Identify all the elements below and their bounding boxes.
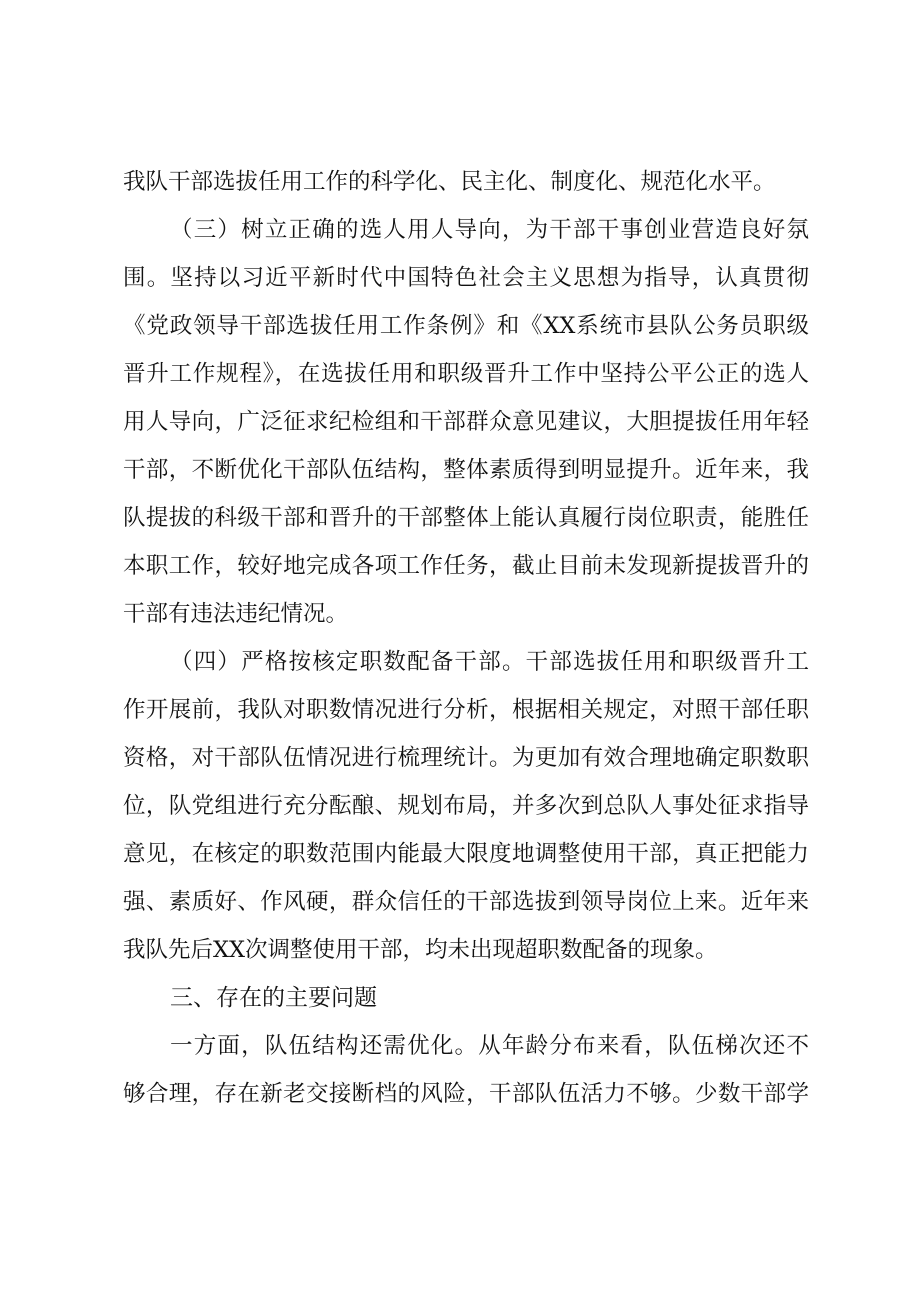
paragraph-line: 一方面，队伍结构还需优化。从年龄分布来看，队伍梯次还不 <box>170 1033 809 1059</box>
paragraph-line: 用人导向，广泛征求纪检组和干部群众意见建议，大胆提拔任用年轻 <box>123 409 809 435</box>
paragraph-line: 位，队党组进行充分酝酿、规划布局，并多次到总队人事处征求指导 <box>123 793 809 819</box>
paragraph-line: 围。坚持以习近平新时代中国特色社会主义思想为指导，认真贯彻 <box>123 265 809 291</box>
paragraph-line: 够合理，存在新老交接断档的风险，干部队伍活力不够。少数干部学 <box>123 1081 809 1107</box>
paragraph-line: 资格，对干部队伍情况进行梳理统计。为更加有效合理地确定职数职 <box>123 745 809 771</box>
paragraph-line: 队提拔的科级干部和晋升的干部整体上能认真履行岗位职责，能胜任 <box>123 505 809 531</box>
paragraph-line: 意见，在核定的职数范围内能最大限度地调整使用干部，真正把能力 <box>123 841 809 867</box>
paragraph-line: （三）树立正确的选人用人导向，为干部干事创业营造良好氛 <box>170 217 809 243</box>
section-heading: 三、存在的主要问题 <box>170 985 377 1011</box>
paragraph-line: 强、素质好、作风硬，群众信任的干部选拔到领导岗位上来。近年来 <box>123 889 809 915</box>
paragraph-line: 本职工作，较好地完成各项工作任务，截止目前未发现新提拔晋升的 <box>123 553 809 579</box>
paragraph-line: 我队干部选拔任用工作的科学化、民主化、制度化、规范化水平。 <box>123 169 776 195</box>
paragraph-line: 作开展前，我队对职数情况进行分析，根据相关规定，对照干部任职 <box>123 697 809 723</box>
paragraph-line: （四）严格按核定职数配备干部。干部选拔任用和职级晋升工 <box>170 649 809 675</box>
paragraph-line: 干部有违法违纪情况。 <box>123 601 349 627</box>
paragraph-line: 我队先后XX次调整使用干部，均未出现超职数配备的现象。 <box>123 937 718 963</box>
paragraph-line: 晋升工作规程》，在选拔任用和职级晋升工作中坚持公平公正的选人 <box>123 361 809 387</box>
paragraph-line: 干部，不断优化干部队伍结构，整体素质得到明显提升。近年来，我 <box>123 457 809 483</box>
paragraph-line: 《党政领导干部选拔任用工作条例》和《XX系统市县队公务员职级 <box>123 313 809 339</box>
